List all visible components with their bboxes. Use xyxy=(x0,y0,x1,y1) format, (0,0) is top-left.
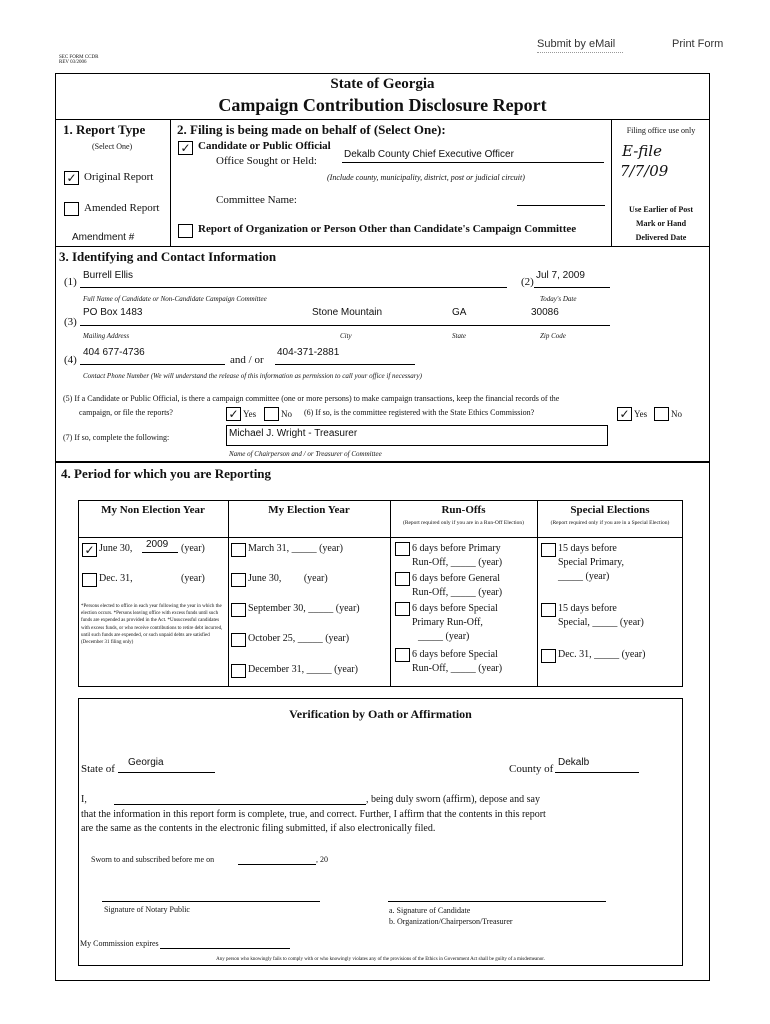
candidate-label: Candidate or Public Official xyxy=(198,140,331,152)
general-runoff-checkbox[interactable] xyxy=(395,572,410,586)
filing-office-label: Filing office use only xyxy=(626,126,696,135)
special-primary-checkbox[interactable] xyxy=(541,543,556,557)
june30-label: June 30, xyxy=(99,543,133,554)
state-title: State of Georgia xyxy=(330,76,435,92)
subscribed-date-input[interactable] xyxy=(238,864,316,865)
state-of-input[interactable]: Georgia xyxy=(128,757,164,768)
affirm-text: that the information in this report form is complete, true, and correct. Further, I affirm that the contents in this report xyxy=(81,809,546,820)
special-runoff-checkbox[interactable] xyxy=(395,648,410,662)
city-label: City xyxy=(340,332,352,340)
phone-label: Contact Phone Number (We will understand the release of this information as permission to call your office if necessary) xyxy=(83,372,422,380)
runoff-item: 6 days before Special Primary Run-Off, _____ (year) xyxy=(412,603,498,642)
handwritten-efile: E-file xyxy=(622,142,662,160)
election-item: December 31, _____ (year) xyxy=(248,664,358,675)
december31-checkbox[interactable] xyxy=(231,664,246,678)
today-date-input[interactable]: Jul 7, 2009 xyxy=(536,270,585,281)
q6-yes-checkbox[interactable]: ✓ xyxy=(617,407,632,421)
dec31-label: Dec. 31, xyxy=(99,573,133,584)
city-input[interactable]: Stone Mountain xyxy=(312,307,383,318)
original-report-checkbox[interactable]: ✓ xyxy=(64,171,79,185)
i-label: I, xyxy=(81,794,87,805)
address-input[interactable]: PO Box 1483 xyxy=(83,307,143,318)
september30-checkbox[interactable] xyxy=(231,603,246,617)
original-report-label: Original Report xyxy=(84,171,154,183)
year-label: (year) xyxy=(181,573,205,584)
phone1-input[interactable]: 404 677-4736 xyxy=(83,347,145,358)
primary-runoff-checkbox[interactable] xyxy=(395,542,410,556)
question5b: campaign, or file the reports? xyxy=(79,408,173,417)
col-runoff-sub: (Report required only if you are in a Run-Off Election) xyxy=(402,520,524,526)
page-title: Campaign Contribution Disclosure Report xyxy=(218,95,547,115)
q5-yes-label: Yes xyxy=(243,409,257,419)
date-label: Today's Date xyxy=(540,295,577,303)
election-item: June 30, (year) xyxy=(248,573,328,584)
affiant-name-input[interactable] xyxy=(114,804,366,805)
item-number: (3) xyxy=(64,316,77,328)
col-special-head: Special Elections xyxy=(570,504,650,516)
and-or-label: and / or xyxy=(230,354,264,366)
year-input[interactable]: 2009 xyxy=(146,539,169,550)
col-non-election-head: My Non Election Year xyxy=(101,504,205,516)
print-form-button[interactable]: Print Form xyxy=(672,38,724,50)
state-input[interactable]: GA xyxy=(452,307,467,318)
name-label: Full Name of Candidate or Non-Candidate Campaign Committee xyxy=(83,295,267,303)
june30-nonelection-checkbox[interactable]: ✓ xyxy=(82,543,97,557)
organization-checkbox[interactable] xyxy=(178,224,193,238)
item-number: (4) xyxy=(64,354,77,366)
commission-label: My Commission expires xyxy=(80,939,159,948)
county-of-input[interactable]: Dekalb xyxy=(558,757,590,768)
year-prefix: , 20 xyxy=(316,855,328,864)
q5-no-label: No xyxy=(281,409,292,419)
question7: (7) If so, complete the following: xyxy=(63,433,170,442)
committee-name-label: Committee Name: xyxy=(216,194,297,206)
q5-no-checkbox[interactable] xyxy=(264,407,279,421)
runoff-item: 6 days before Primary Run-Off, _____ (year) xyxy=(412,543,503,568)
q6-no-label: No xyxy=(671,409,682,419)
june30-election-checkbox[interactable] xyxy=(231,573,246,587)
non-election-note: *Persons elected to office in each year following the year in which the election occurs. *Persons leaving office with excess funds until such funds are expended as provided in the Act. *Unsuccessful candidates with excess funds, or who receive contributions to retire debt incurred, until such funds are expended, or such unpaid debts are satisfied (December 31 filing only) xyxy=(81,604,223,646)
affirm-text: are the same as the contents in the electronic filing submitted, if also electronically filed. xyxy=(81,823,436,834)
zip-input[interactable]: 30086 xyxy=(531,307,559,318)
q6-yes-label: Yes xyxy=(634,409,648,419)
question6: (6) If so, is the committee registered with the State Ethics Commission? xyxy=(304,408,535,417)
col-special-sub: (Report required only if you are in a Special Election) xyxy=(550,520,670,526)
county-of-label: County of xyxy=(509,763,554,775)
special-primary-runoff-checkbox[interactable] xyxy=(395,602,410,616)
election-item: October 25, _____ (year) xyxy=(248,633,350,644)
form-id: SEC FORM CCDR REV 03/2006 xyxy=(59,55,99,65)
submit-email-button[interactable]: Submit by eMail xyxy=(537,38,616,50)
special-dec31-checkbox[interactable] xyxy=(541,649,556,663)
year-label: (year) xyxy=(181,543,205,554)
item-number: (2) xyxy=(521,276,534,288)
runoff-item: 6 days before General Run-Off, _____ (year) xyxy=(412,573,503,598)
section4-heading: 4. Period for which you are Reporting xyxy=(61,466,272,481)
amended-report-label: Amended Report xyxy=(84,202,160,214)
chairperson-label: Name of Chairperson and / or Treasurer of Committee xyxy=(229,450,382,458)
office-label: Office Sought or Held: xyxy=(216,155,317,167)
special-item: 15 days before Special, _____ (year) xyxy=(558,603,644,628)
footer-warning: Any person who knowingly fails to comply with or who knowingly violates any of the provisions of the Ethics in Government Act shall be guilty of a misdemeanor. xyxy=(216,957,545,962)
office-instructions: Use Earlier of Post Mark or Hand Delivered Date xyxy=(628,205,694,242)
address-label: Mailing Address xyxy=(83,332,130,340)
sworn-text: , being duly sworn (affirm), depose and say xyxy=(366,794,540,805)
organization-label: Report of Organization or Person Other than Candidate's Campaign Committee xyxy=(198,223,577,235)
section1-heading: 1. Report Type xyxy=(63,122,146,137)
candidate-checkbox[interactable]: ✓ xyxy=(178,141,193,155)
state-of-label: State of xyxy=(81,763,115,775)
q6-no-checkbox[interactable] xyxy=(654,407,669,421)
col-election-head: My Election Year xyxy=(268,504,350,516)
candidate-signature-label: a. Signature of Candidate b. Organization/Chairperson/Treasurer xyxy=(389,906,513,926)
item-number: (1) xyxy=(64,276,77,288)
select-one-label: (Select One) xyxy=(92,142,133,151)
amendment-label: Amendment # xyxy=(72,232,135,243)
candidate-name-input[interactable]: Burrell Ellis xyxy=(83,270,134,281)
col-runoff-head: Run-Offs xyxy=(441,504,486,516)
election-item: March 31, _____ (year) xyxy=(248,543,343,554)
special-item: 15 days before Special Primary, _____ (year) xyxy=(558,543,625,582)
section2-heading: 2. Filing is being made on behalf of (Select One): xyxy=(177,122,446,137)
dec31-nonelection-checkbox[interactable] xyxy=(82,573,97,587)
runoff-item: 6 days before Special Run-Off, _____ (year) xyxy=(412,649,503,674)
october25-checkbox[interactable] xyxy=(231,633,246,647)
amended-report-checkbox[interactable] xyxy=(64,202,79,216)
special-item: Dec. 31, _____ (year) xyxy=(558,649,646,660)
office-note: (Include county, municipality, district, post or judicial circuit) xyxy=(327,173,525,182)
commission-date-input[interactable] xyxy=(160,948,290,949)
section3-heading: 3. Identifying and Contact Information xyxy=(59,249,277,264)
subscribed-label: Sworn to and subscribed before me on xyxy=(91,855,215,864)
special-checkbox[interactable] xyxy=(541,603,556,617)
handwritten-date: 7/7/09 xyxy=(620,162,669,180)
office-input[interactable]: Dekalb County Chief Executive Officer xyxy=(344,149,514,160)
march31-checkbox[interactable] xyxy=(231,543,246,557)
q5-yes-checkbox[interactable]: ✓ xyxy=(226,407,241,421)
divider xyxy=(537,52,623,53)
question5: (5) If a Candidate or Public Official, is there a campaign committee (one or more persons) to make campaign transactions, keep the financial records of the xyxy=(63,394,560,403)
chairperson-input[interactable]: Michael J. Wright - Treasurer xyxy=(226,425,608,446)
state-label: State xyxy=(452,332,466,340)
phone2-input[interactable]: 404-371-2881 xyxy=(277,347,340,358)
election-item: September 30, _____ (year) xyxy=(248,603,360,614)
committee-name-input[interactable] xyxy=(517,205,605,206)
notary-signature-label: Signature of Notary Public xyxy=(104,905,190,914)
zip-label: Zip Code xyxy=(540,332,566,340)
verification-title: Verification by Oath or Affirmation xyxy=(289,707,472,721)
